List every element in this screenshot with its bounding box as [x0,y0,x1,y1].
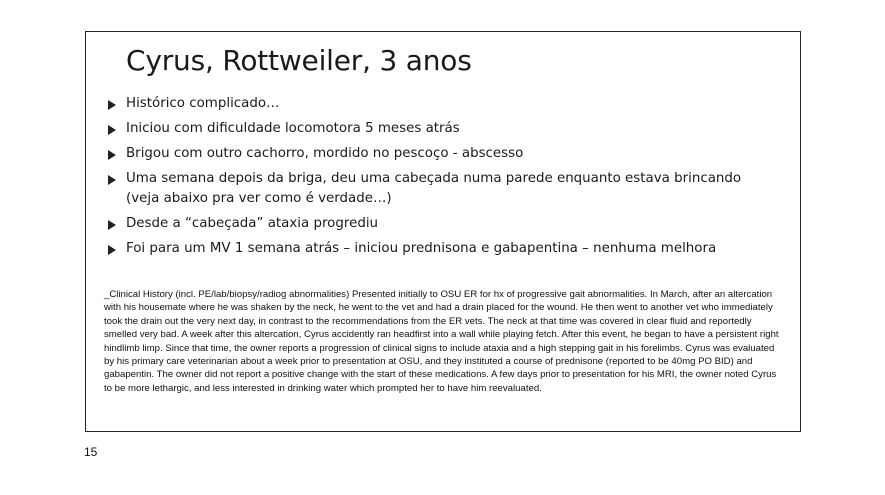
bullet-text: Foi para um MV 1 semana atrás – iniciou prednisona e gabapentina – nenhuma melhora [126,241,717,256]
bullet-arrow-icon [108,100,116,110]
bullet-item [108,239,768,259]
bullet-text: Histórico complicado… [126,96,280,111]
bullet-item [108,119,768,139]
slide-title: Cyrus, Rottweiler, 3 anos [126,44,472,77]
bullet-arrow-icon [108,220,116,230]
bullet-text: Iniciou com dificuldade locomotora 5 meses atrás [126,121,460,136]
bullet-text: Uma semana depois da briga, deu uma cabeçada numa parede enquanto estava brincando (veja abaixo pra ver como é verdade…) [126,171,742,206]
bullet-arrow-icon [108,245,116,255]
clinical-history-text: _Clinical History (incl. PE/lab/biopsy/radiog abnormalities) Presented initially to OSU ER for hx of progressive gait abnormalities. In March, after an altercation with his housemate where he was shaken by the neck, he went to the vet and had a drain placed for the wound. He then went to another vet who immediately took the drain out the very next day, in contrast to the recommendations from the ER vets. The neck at that time was covered in clear fluid and reportedly smelled very bad. A week after this altercation, Cyrus accidently ran headfirst into a wall while playing fetch. After this event, he began to have a persistent right hindlimb limp. Since that time, the owner reports a progression of clinical signs to include ataxia and a high stepping gait in his forelimbs. Cyrus was evaluated by his primary care veterinarian about a week prior to presentation at OSU, and they instituted a course of prednisone (reported to be 40mg PO BID) and gabapentin. The owner did not report a positive change with the start of these medications. A few days prior to presentation for his MRI, the owner noted Cyrus to be more lethargic, and less interested in drinking water which prompted her to have him reevaluated. [104,289,779,394]
bullet-item [108,94,768,114]
slide-frame [85,31,801,432]
bullet-list [108,94,768,264]
bullet-arrow-icon [108,150,116,160]
page-number: 15 [84,445,98,459]
bullet-item [108,214,768,234]
bullet-item [108,144,768,164]
bullet-text: Desde a “cabeçada” ataxia progrediu [126,216,379,231]
bullet-arrow-icon [108,125,116,135]
bullet-arrow-icon [108,175,116,185]
bullet-item [108,169,768,209]
bullet-text: Brigou com outro cachorro, mordido no pescoço - abscesso [126,146,524,161]
